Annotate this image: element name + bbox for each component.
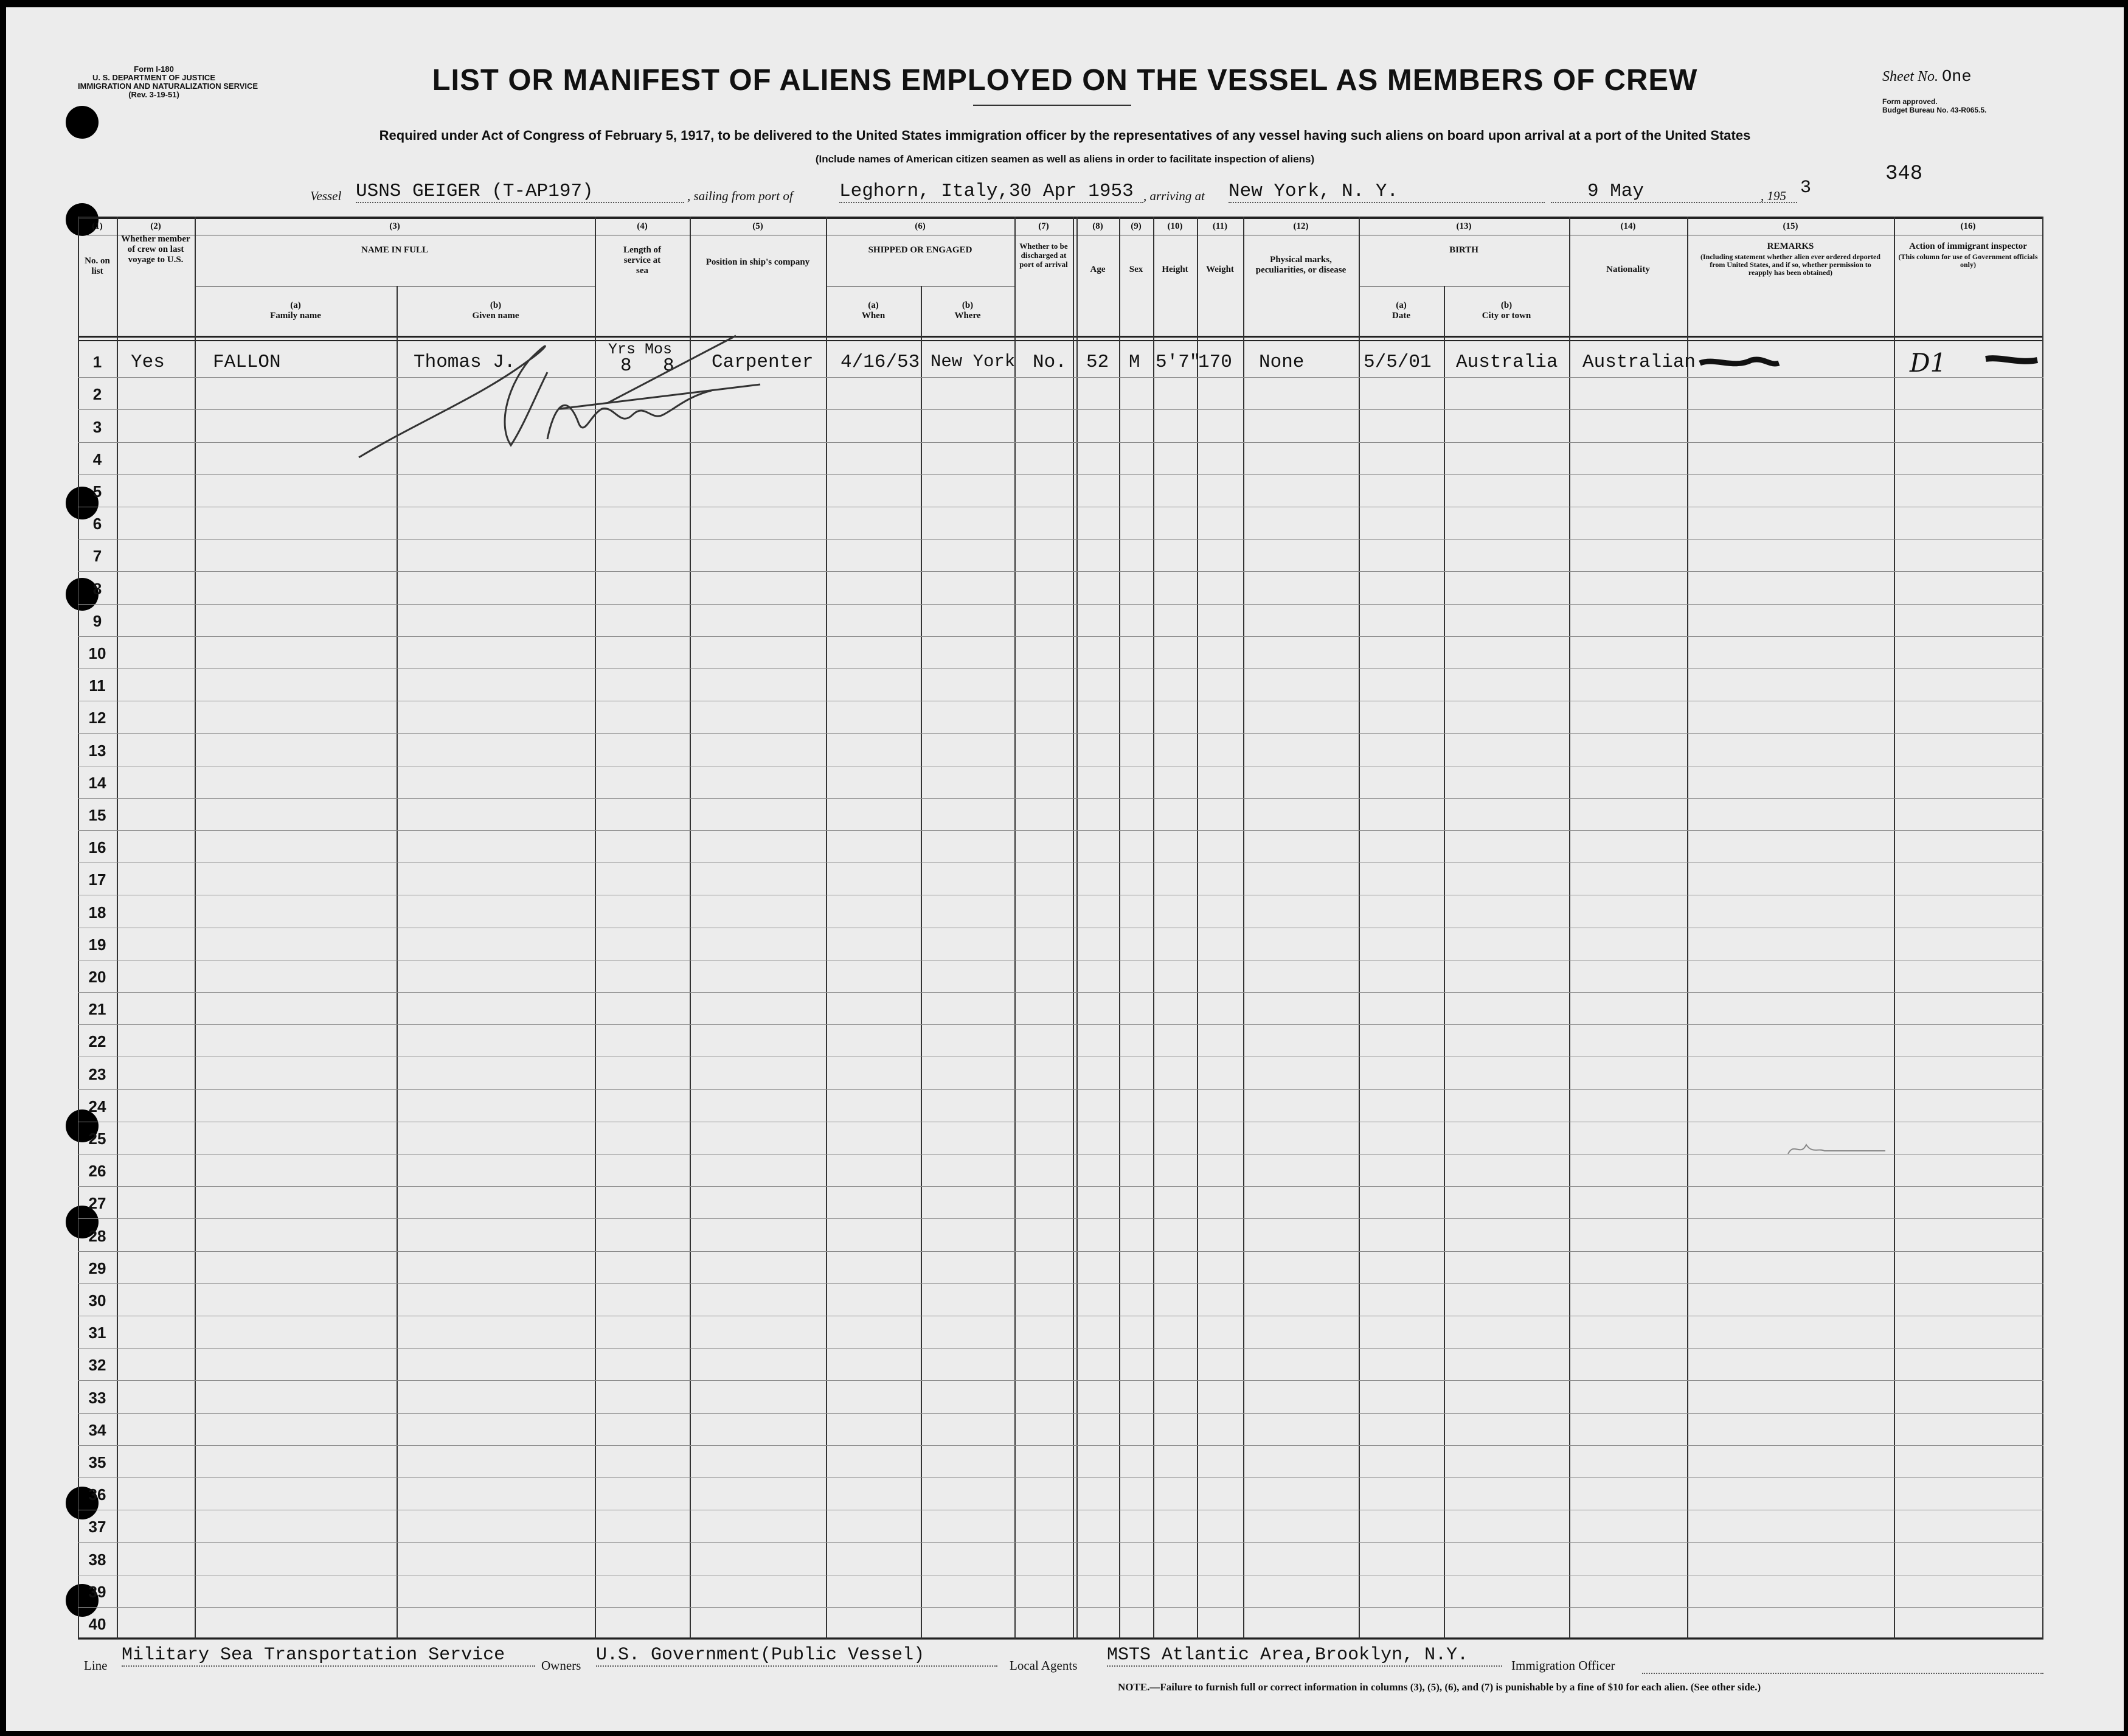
- row-number: 27: [88, 1194, 106, 1212]
- row-number: 9: [92, 612, 102, 630]
- budget-text: Budget Bureau No. 43-R065.5.: [1882, 106, 1987, 114]
- col5-header: [690, 221, 826, 268]
- col5-label: Position in ship's company: [705, 257, 810, 267]
- agents-label: Local Agents: [1010, 1658, 1078, 1673]
- row-number: 14: [88, 774, 106, 792]
- handwritten-signature: [347, 324, 772, 470]
- col7-label: Whether to be discharged at port of arrival: [1019, 241, 1068, 269]
- row-rule: [78, 1380, 2043, 1381]
- col16-header: [1894, 221, 2042, 269]
- col7-header: [1014, 221, 1073, 269]
- year-digit: 3: [1800, 178, 1812, 198]
- col14-header: [1569, 221, 1687, 275]
- col13b-number: (b): [1500, 300, 1513, 310]
- col16-number: (16): [1960, 221, 1976, 231]
- row-number: 35: [88, 1453, 106, 1471]
- col6a-header: [826, 300, 921, 321]
- row-number: 11: [89, 676, 106, 695]
- arrival-date-value: 9 May: [1551, 181, 1797, 203]
- row-number: 3: [92, 418, 102, 436]
- stamp-number: 348: [1885, 162, 1923, 186]
- officer-label: Immigration Officer: [1511, 1658, 1615, 1673]
- row-number: 40: [88, 1615, 106, 1633]
- row-number: 30: [88, 1291, 106, 1310]
- col2-label: Whether member of crew on last voyage to U.S.: [121, 234, 190, 265]
- row-number: 33: [88, 1389, 106, 1407]
- col6-number: (6): [915, 221, 926, 231]
- row-number: 16: [88, 838, 106, 856]
- col2-header: [117, 221, 195, 265]
- entry-discharged: No.: [1033, 352, 1067, 373]
- agents-value: MSTS Atlantic Area,Brooklyn, N.Y.: [1107, 1645, 1502, 1667]
- col3a-label: Family name: [270, 311, 321, 321]
- col10-number: (10): [1167, 221, 1183, 231]
- col1-header: [78, 221, 117, 277]
- col15-number: (15): [1783, 221, 1798, 231]
- col6b-header: [921, 300, 1014, 321]
- col13a-label: Date: [1392, 311, 1410, 321]
- entry-height: 5'7": [1156, 352, 1201, 373]
- col10-header: [1153, 221, 1197, 275]
- row-number: 39: [88, 1583, 106, 1601]
- row-rule: [78, 668, 2043, 669]
- row-number: 25: [88, 1130, 106, 1148]
- row-rule: [78, 636, 2043, 637]
- row-rule: [78, 1639, 2043, 1640]
- vessel-value: USNS GEIGER (T-AP197): [356, 181, 684, 203]
- col2-number: (2): [150, 221, 161, 231]
- row-number: 18: [88, 903, 106, 922]
- form-department: U. S. DEPARTMENT OF JUSTICE: [92, 73, 215, 82]
- col15-label: REMARKS: [1767, 241, 1814, 251]
- entry-shipped-where: New York: [931, 352, 1016, 372]
- col9-label: Sex: [1129, 265, 1143, 274]
- row-rule: [78, 1251, 2043, 1252]
- entry-service-months: 8: [663, 355, 674, 377]
- col1-label: No. on list: [85, 256, 110, 276]
- col12-label: Physical marks, peculiarities, or disease: [1255, 255, 1346, 275]
- col4-number: (4): [637, 221, 648, 231]
- row-number: 5: [92, 482, 102, 501]
- row-number: 15: [88, 806, 106, 824]
- row-rule: [78, 733, 2043, 734]
- sailing-label: , sailing from port of: [687, 189, 793, 203]
- entry-birth-city: Australia: [1456, 352, 1558, 373]
- row-number: 37: [88, 1518, 106, 1536]
- row-rule: [78, 1348, 2043, 1349]
- row-number: 36: [88, 1485, 106, 1504]
- entry-weight: 170: [1198, 352, 1232, 373]
- col3-label: NAME IN FULL: [361, 245, 428, 255]
- year-label: , 195: [1761, 189, 1786, 203]
- row-number: 31: [88, 1324, 106, 1342]
- col13-header: [1359, 221, 1569, 255]
- row-rule: [78, 992, 2043, 993]
- row-rule: [78, 830, 2043, 831]
- sailing-from-value: Leghorn, Italy,30 Apr 1953: [839, 181, 1143, 203]
- col13b-label: City or town: [1482, 311, 1531, 321]
- arriving-label: , arriving at: [1143, 189, 1205, 203]
- form-number: Form I-180: [134, 64, 174, 74]
- col1-number: (1): [92, 221, 103, 231]
- col6-label: SHIPPED OR ENGAGED: [868, 245, 972, 255]
- entry-physical-marks: None: [1259, 352, 1305, 373]
- sheet-number: One: [1941, 68, 1972, 86]
- row-number: 1: [92, 353, 102, 371]
- col14-label: Nationality: [1606, 265, 1650, 274]
- row-rule: [78, 1607, 2043, 1608]
- entry-sex: M: [1129, 352, 1140, 373]
- col9-header: [1119, 221, 1153, 275]
- row-number: 38: [88, 1550, 106, 1569]
- redaction-mark: [1697, 354, 1782, 372]
- entry-inspector-action: D1: [1910, 348, 1947, 378]
- row-rule: [78, 1542, 2043, 1543]
- column-divider: [1444, 286, 1445, 1639]
- col7-number: (7): [1038, 221, 1049, 231]
- col12-header: [1243, 221, 1359, 276]
- row-number: 29: [88, 1259, 106, 1277]
- form-service: IMMIGRATION AND NATURALIZATION SERVICE: [78, 82, 258, 91]
- row-rule: [78, 1218, 2043, 1219]
- sheet-label: Sheet No.: [1882, 69, 1938, 85]
- line-label: Line: [84, 1658, 108, 1673]
- footer-note: NOTE.—Failure to furnish full or correct information in columns (3), (5), (6), and (7) is punishable by a fine of $10 for each alien. (See other side.): [1118, 1681, 1761, 1693]
- arriving-at-value: New York, N. Y.: [1229, 181, 1545, 203]
- entry-given-name: Thomas J.: [414, 352, 516, 373]
- row-number: 28: [88, 1227, 106, 1245]
- page-title: LIST OR MANIFEST OF ALIENS EMPLOYED ON THE VESSEL AS MEMBERS OF CREW: [432, 64, 1698, 97]
- col16-sublabel: (This column for use of Government officials only): [1898, 252, 2038, 269]
- row-number: 10: [88, 644, 106, 662]
- col3-number: (3): [389, 221, 400, 231]
- row-number: 20: [88, 968, 106, 986]
- col16-label: Action of immigrant inspector: [1909, 241, 2027, 251]
- row-number: 24: [88, 1097, 106, 1116]
- row-rule: [78, 1477, 2043, 1478]
- row-rule: [78, 798, 2043, 799]
- row-rule: [78, 1024, 2043, 1025]
- row-number: 21: [88, 1000, 106, 1018]
- col3b-label: Given name: [472, 311, 519, 321]
- col10-label: Height: [1162, 265, 1188, 274]
- entry-service-header: Yrs Mos: [608, 341, 673, 358]
- entry-service-years: 8: [620, 355, 632, 377]
- col3b-header: [397, 300, 595, 321]
- col9-number: (9): [1131, 221, 1142, 231]
- col13a-header: [1359, 300, 1444, 321]
- entry-age: 52: [1086, 352, 1109, 373]
- col6-header: [826, 221, 1014, 255]
- row-rule: [78, 1089, 2043, 1090]
- col5-number: (5): [752, 221, 763, 231]
- form-approval: [1882, 97, 1986, 114]
- owners-label: Owners: [541, 1658, 581, 1673]
- entry-nationality: Australian: [1582, 352, 1696, 373]
- col3a-number: (a): [290, 300, 301, 310]
- col3b-number: (b): [490, 300, 502, 310]
- col8-number: (8): [1092, 221, 1103, 231]
- col15-sublabel: (Including statement whether alien ever ordered deported from United States, and if so, whether permission to reapply has been obtained): [1700, 252, 1880, 277]
- row-number: 22: [88, 1032, 106, 1050]
- sheet-block: [1882, 68, 1972, 86]
- row-number: 32: [88, 1356, 106, 1374]
- entry-last-voyage: Yes: [131, 352, 165, 373]
- col8-header: [1076, 221, 1119, 275]
- col11-label: Weight: [1206, 265, 1234, 274]
- row-number: 8: [92, 580, 102, 598]
- col14-number: (14): [1620, 221, 1636, 231]
- col3-header: [195, 221, 595, 255]
- row-number: 2: [92, 385, 102, 403]
- row-rule: [78, 1283, 2043, 1284]
- form-revision: (Rev. 3-19-51): [128, 90, 179, 99]
- row-rule: [78, 1186, 2043, 1187]
- col13b-header: [1444, 300, 1569, 321]
- subtitle-note: (Include names of American citizen seamen as well as aliens in order to facilitate inspection of aliens): [815, 153, 1315, 165]
- subtitle: Required under Act of Congress of February 5, 1917, to be delivered to the United States immigration officer by the representatives of any vessel having such aliens on board upon arrival at a port of the United States: [379, 128, 1751, 143]
- row-rule: [78, 571, 2043, 572]
- col6a-label: When: [861, 311, 886, 321]
- row-rule: [78, 539, 2043, 540]
- row-number: 23: [88, 1065, 106, 1083]
- col6a-number: (a): [868, 300, 879, 310]
- row-rule: [78, 474, 2043, 475]
- approval-text: Form approved.: [1882, 97, 1938, 106]
- entry-position: Carpenter: [712, 352, 814, 373]
- officer-signature-line: [1642, 1663, 2043, 1674]
- row-rule: [78, 1413, 2043, 1414]
- row-number: 34: [88, 1421, 106, 1439]
- col11-number: (11): [1212, 221, 1228, 231]
- pencil-mark: [1782, 1136, 1891, 1160]
- col15-header: [1687, 221, 1894, 277]
- row-number: 19: [88, 936, 106, 954]
- vessel-label: Vessel: [310, 189, 342, 203]
- line-value: Military Sea Transportation Service: [122, 1645, 535, 1667]
- row-number: 7: [92, 547, 102, 565]
- col6b-label: Where: [954, 311, 981, 321]
- row-rule: [78, 1445, 2043, 1446]
- redaction-mark: [1983, 352, 2040, 370]
- entry-shipped-when: 4/16/53: [840, 352, 920, 373]
- entry-birth-date: 5/5/01: [1364, 352, 1432, 373]
- col13-number: (13): [1456, 221, 1472, 231]
- row-number: 4: [92, 450, 102, 468]
- owners-value: U.S. Government(Public Vessel): [596, 1645, 997, 1667]
- table-top-border: [78, 217, 2043, 219]
- column-divider: [921, 286, 922, 1639]
- row-number: 6: [92, 515, 102, 533]
- col3a-header: [195, 300, 397, 321]
- col4-header: [595, 221, 690, 276]
- manifest-sheet: [6, 7, 2124, 1731]
- row-number: 13: [88, 741, 106, 760]
- col12-number: (12): [1293, 221, 1309, 231]
- col6b-number: (b): [962, 300, 974, 310]
- column-divider: [397, 286, 398, 1639]
- col11-header: [1197, 221, 1243, 275]
- row-number: 26: [88, 1162, 106, 1180]
- col4-label: Length of service at sea: [623, 245, 662, 276]
- row-rule: [78, 604, 2043, 605]
- col13-label: BIRTH: [1449, 245, 1478, 255]
- row-number: 17: [88, 870, 106, 889]
- title-underline: [973, 105, 1131, 106]
- row-number: 12: [88, 709, 106, 727]
- entry-family-name: FALLON: [213, 352, 281, 373]
- col13a-number: (a): [1396, 300, 1407, 310]
- col8-label: Age: [1090, 265, 1106, 274]
